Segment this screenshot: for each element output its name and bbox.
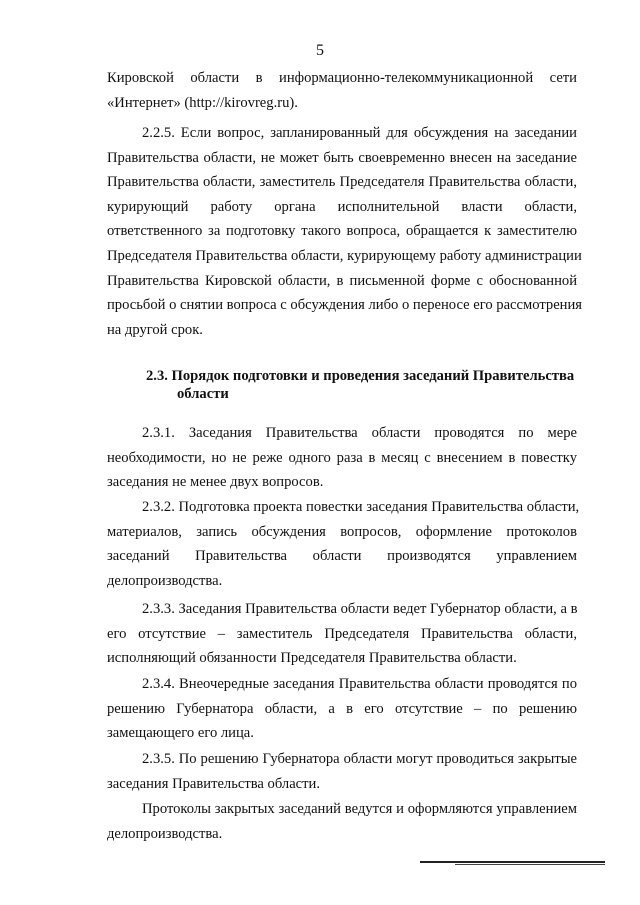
text-line: делопроизводства. — [107, 572, 223, 589]
text-line: Кировской области в информационно-телекоммуникационной сети — [107, 70, 577, 86]
text-line: 2.3.3. Заседания Правительства области ведет Губернатор области, а в — [142, 601, 578, 617]
bottom-rule-secondary — [455, 864, 605, 865]
text-line: замещающего его лица. — [107, 725, 254, 742]
page-number: 5 — [316, 42, 324, 59]
text-line: делопроизводства. — [107, 825, 223, 842]
paragraph-protocols — [107, 797, 577, 846]
text-line: материалов, запись обсуждения вопросов, оформление протоколов — [107, 523, 577, 540]
text-line: Председателя Правительства области, курирующему работу администрации — [107, 247, 582, 264]
text-line: ответственного за подготовку такого вопроса, обращается к заместителю — [107, 223, 577, 240]
text-line: Правительства области, заместитель Председателя Правительства области, — [107, 174, 577, 191]
text-line: решению Губернатора области, а в его отсутствие – по решению — [107, 700, 577, 717]
text-line: Протоколы закрытых заседаний ведутся и оформляются управлением — [142, 801, 577, 817]
heading-line: области — [177, 386, 229, 402]
text-line: 2.3.5. По решению Губернатора области могут проводиться закрытые — [142, 751, 577, 767]
text-line: 2.3.4. Внеочередные заседания Правительства области проводятся по — [142, 676, 577, 692]
text-line: Правительства Кировской области, в письменной форме с обоснованной — [107, 272, 577, 289]
bottom-rule — [420, 861, 605, 863]
text-line: заседания Правительства области. — [107, 775, 320, 792]
section-heading-2-3 — [146, 367, 586, 403]
text-line: заседаний Правительства области производятся управлением — [107, 548, 577, 565]
text-line: на другой срок. — [107, 321, 203, 338]
paragraph-2-3-1 — [107, 421, 577, 495]
paragraph-2-3-2 — [107, 495, 580, 593]
text-line: необходимости, но не реже одного раза в месяц с внесением в повестку — [107, 449, 577, 466]
text-line: курирующий работу органа исполнительной власти области, — [107, 198, 577, 215]
text-line: 2.2.5. Если вопрос, запланированный для обсуждения на заседании — [142, 125, 577, 141]
paragraph-2-3-4 — [107, 672, 577, 746]
text-line: Правительства области, не может быть своевременно внесен на заседание — [107, 149, 577, 166]
text-line: просьбой о снятии вопроса с обсуждения либо о переносе его рассмотрения — [107, 297, 583, 314]
paragraph-continuation — [107, 66, 577, 115]
text-line: 2.3.1. Заседания Правительства области проводятся по мере — [142, 425, 577, 441]
text-line: заседания не менее двух вопросов. — [107, 474, 324, 491]
heading-line: 2.3. Порядок подготовки и проведения заседаний Правительства — [146, 368, 575, 384]
paragraph-2-2-5 — [107, 121, 583, 342]
paragraph-2-3-5 — [107, 747, 577, 796]
text-line: «Интернет» (http://kirovreg.ru). — [107, 94, 298, 111]
paragraph-2-3-3 — [107, 597, 577, 671]
text-line: 2.3.2. Подготовка проекта повестки заседания Правительства области, — [142, 499, 580, 515]
text-line: исполняющий обязанности Председателя Правительства области. — [107, 650, 517, 667]
text-line: его отсутствие – заместитель Председателя Правительства области, — [107, 625, 577, 642]
